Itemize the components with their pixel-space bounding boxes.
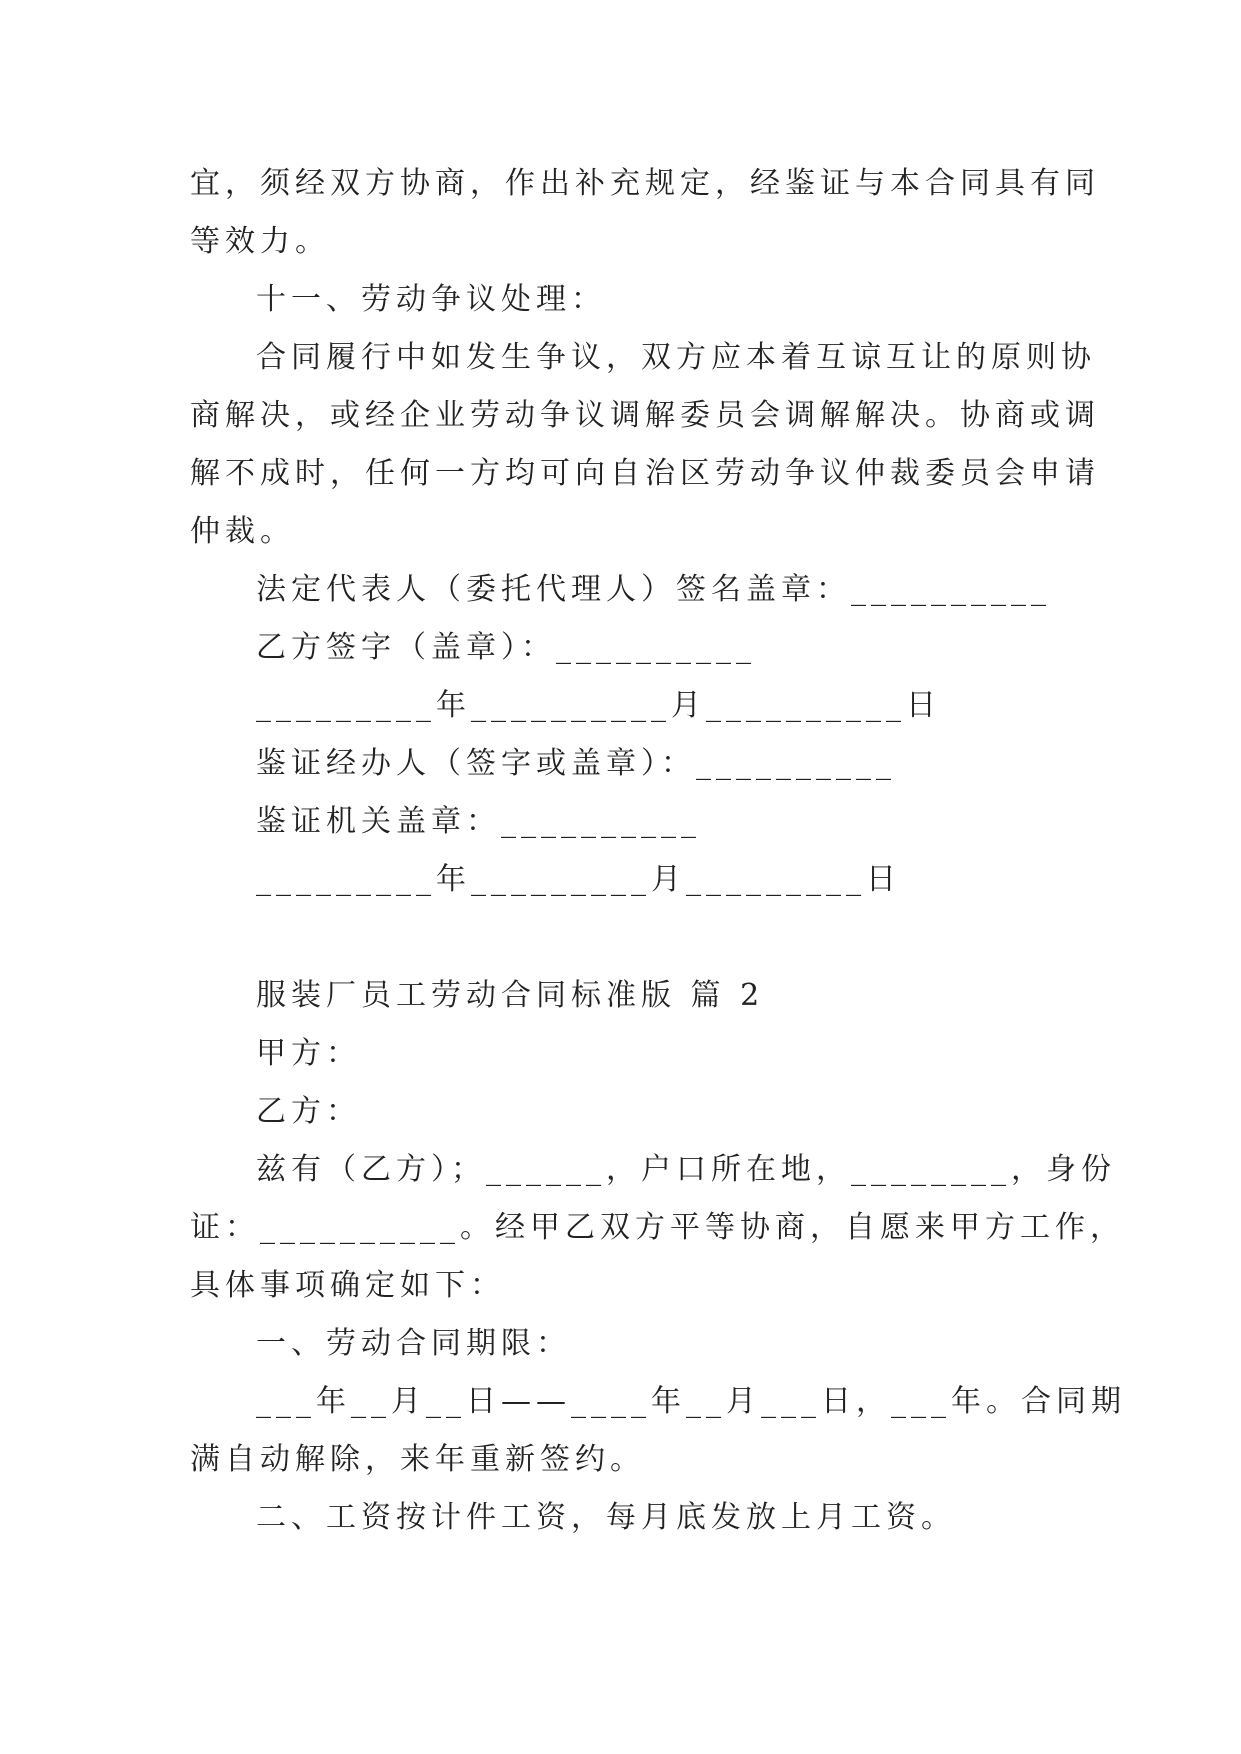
section-heading: 二、工资按计件工资，每月底发放上月工资。 <box>256 1500 956 1535</box>
date-line: _________年_________月_________日 <box>256 862 901 897</box>
paragraph-line: 兹有（乙方）；______，户口所在地，________，身份 <box>256 1152 1116 1187</box>
signature-line: 鉴证经办人（签字或盖章）：__________ <box>256 746 896 781</box>
party-b-line: 乙方： <box>256 1094 361 1129</box>
party-a-line: 甲方： <box>256 1036 361 1071</box>
paragraph-line: 解不成时，任何一方均可向自治区劳动争议仲裁委员会申请 <box>190 456 1100 491</box>
document-title: 服装厂员工劳动合同标准版 篇 2 <box>256 978 765 1013</box>
signature-line: 鉴证机关盖章：__________ <box>256 804 701 839</box>
section-heading: 十一、劳动争议处理： <box>256 282 606 317</box>
paragraph-line: 合同履行中如发生争议，双方应本着互谅互让的原则协 <box>256 340 1096 375</box>
paragraph-line: 宜，须经双方协商，作出补充规定，经鉴证与本合同具有同 <box>190 166 1100 201</box>
date-line: _________年__________月__________日 <box>256 688 941 723</box>
section-heading: 一、劳动合同期限： <box>256 1326 571 1361</box>
paragraph-line: 等效力。 <box>190 224 330 259</box>
paragraph-line: 仲裁。 <box>190 514 295 549</box>
paragraph-line: 商解决，或经企业劳动争议调解委员会调解解决。协商或调 <box>190 398 1100 433</box>
paragraph-line: 具体事项确定如下： <box>190 1268 505 1303</box>
signature-line: 乙方签字（盖章）：__________ <box>256 630 756 665</box>
signature-line: 法定代表人（委托代理人）签名盖章：__________ <box>256 572 1051 607</box>
paragraph-line: 证：__________。经甲乙双方平等协商，自愿来甲方工作， <box>190 1210 1125 1245</box>
paragraph-line: ___年__月__日——____年__月___日，___年。合同期 <box>256 1384 1126 1419</box>
paragraph-line: 满自动解除，来年重新签约。 <box>190 1442 645 1477</box>
